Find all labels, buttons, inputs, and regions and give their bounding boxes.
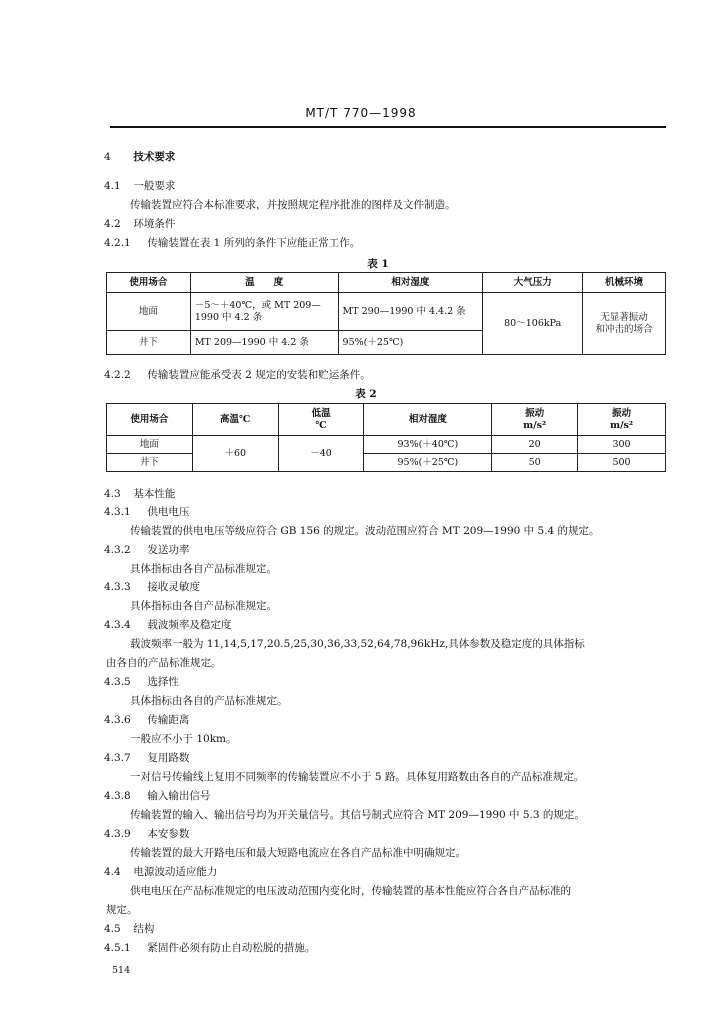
section-4-5 <box>104 922 154 936</box>
table-cell: 20 <box>492 436 578 454</box>
section-text: 传输装置在表 1 所列的条件下应能正常工作。 <box>147 237 361 249</box>
section-4-3-4 <box>104 618 231 632</box>
table-row <box>107 293 666 331</box>
section-number: 4.3.5 <box>104 676 131 688</box>
section-title: 供电电压 <box>147 506 190 518</box>
section-4-3-8 <box>104 789 210 803</box>
table-cell: 井下 <box>107 331 191 355</box>
table-cell <box>583 293 666 355</box>
header-rule <box>110 126 666 128</box>
table-header-cell: 使用场合 <box>107 273 191 293</box>
page-header: MT/T 770—1998 <box>305 106 417 120</box>
section-number: 4.5 <box>104 923 121 935</box>
section-title: 传输距离 <box>147 714 190 726</box>
table-cell: 井下 <box>107 454 193 472</box>
cell-line: 1990 中 4.2 条 <box>194 311 263 323</box>
section-4-3-6 <box>104 713 189 727</box>
table-header-cell: 相对湿度 <box>338 273 483 293</box>
table-header-cell <box>492 404 578 436</box>
section-number: 4.3.2 <box>104 544 131 556</box>
table-header-cell <box>578 404 666 436</box>
section-4-2-2 <box>104 368 371 382</box>
section-title: 环境条件 <box>133 218 176 230</box>
table-header-cell: 高温℃ <box>192 404 278 436</box>
table-1 <box>106 272 666 355</box>
table-cell: 93%(＋40℃) <box>364 436 492 454</box>
section-number: 4 <box>104 151 111 163</box>
section-4-2 <box>104 217 175 231</box>
table-row <box>107 273 666 293</box>
section-4-3-3-body: 具体指标由各自产品标准规定。 <box>130 600 277 612</box>
section-text: 传输装置应能承受表 2 规定的安装和贮运条件。 <box>147 369 371 381</box>
section-4-3-2 <box>104 543 189 557</box>
table-cell: 80～106kPa <box>483 293 583 355</box>
section-title: 载波频率及稳定度 <box>147 619 232 631</box>
section-number: 4.3.6 <box>104 714 131 726</box>
section-number: 4.2.2 <box>104 369 131 381</box>
section-number: 4.3 <box>104 488 121 500</box>
page-number: 514 <box>112 965 131 976</box>
section-number: 4.3.9 <box>104 828 131 840</box>
cell-line: －5～＋40℃，或 MT 209— <box>194 299 321 311</box>
section-4-4 <box>104 865 217 879</box>
section-number: 4.3.4 <box>104 619 131 631</box>
table-cell: 95%(＋25℃) <box>364 454 492 472</box>
cell-line: 低温 <box>311 407 331 419</box>
section-title: 发送功率 <box>147 544 190 556</box>
section-title: 一般要求 <box>133 180 176 192</box>
section-4-1 <box>104 179 175 193</box>
cell-line: 无显著振动 <box>600 311 648 323</box>
section-title: 选择性 <box>147 676 179 688</box>
table-cell: －40 <box>278 436 364 472</box>
table-cell: 50 <box>492 454 578 472</box>
section-number: 4.5.1 <box>104 942 131 954</box>
section-4-3-4-body-cont: 由各自的产品标准规定。 <box>106 657 222 669</box>
section-4-3-6-body: 一般应不小于 10km。 <box>130 733 237 745</box>
section-title: 技术要求 <box>133 151 176 163</box>
section-title: 复用路数 <box>147 752 190 764</box>
section-title: 电源波动适应能力 <box>133 866 218 878</box>
cell-line: m/s² <box>523 419 547 431</box>
section-4-1-body: 传输装置应符合本标准要求，并按照规定程序批准的图样及文件制造。 <box>130 199 456 211</box>
table-row <box>107 404 666 436</box>
cell-line: 和冲击的场合 <box>595 323 653 335</box>
table-2-caption: 表 2 <box>355 388 377 400</box>
section-4-2-1 <box>104 236 360 250</box>
section-4-3-7-body: 一对信号传输线上复用不同频率的传输装置应不小于 5 路。具体复用路数由各自的产品标准规定。 <box>130 771 585 783</box>
section-4-3-9 <box>104 827 189 841</box>
section-4-3-7 <box>104 751 189 765</box>
section-4-3-5-body: 具体指标由各自的产品标准规定。 <box>130 695 288 707</box>
section-title: 基本性能 <box>133 488 176 500</box>
section-4-3-5 <box>104 675 179 689</box>
section-number: 4.2.1 <box>104 237 131 249</box>
section-4-3-4-body: 载波频率一般为 11,14,5,17,20.5,25,30,36,33,52,64,78,96kHz,具体参数及稳定度的具体指标 <box>130 638 585 650</box>
table-cell: 地面 <box>107 293 191 331</box>
table-cell: 地面 <box>107 436 193 454</box>
table-row <box>107 454 666 472</box>
table-cell: ＋60 <box>192 436 278 472</box>
table-header-cell <box>278 404 364 436</box>
section-text: 紧固件必须有防止自动松脱的措施。 <box>147 942 316 954</box>
section-number: 4.3.3 <box>104 581 131 593</box>
section-title: 本安参数 <box>147 828 190 840</box>
section-number: 4.3.7 <box>104 752 131 764</box>
section-4-4-body-cont: 规定。 <box>106 904 138 916</box>
cell-line: 振动 <box>525 407 545 419</box>
section-title: 结构 <box>133 923 155 935</box>
section-title: 输入输出信号 <box>147 790 211 802</box>
section-number: 4.3.8 <box>104 790 131 802</box>
section-number: 4.4 <box>104 866 121 878</box>
section-4-3-3 <box>104 580 200 594</box>
table-cell: MT 290—1990 中 4.4.2 条 <box>338 293 483 331</box>
section-number: 4.2 <box>104 218 121 230</box>
table-1-caption: 表 1 <box>367 258 389 270</box>
table-header-cell: 机械环境 <box>583 273 666 293</box>
table-row <box>107 436 666 454</box>
cell-line: ℃ <box>315 419 327 431</box>
table-cell: 95%(＋25℃) <box>338 331 483 355</box>
section-number: 4.1 <box>104 180 121 192</box>
table-header-cell: 使用场合 <box>107 404 193 436</box>
section-4-3-2-body: 具体指标由各自产品标准规定。 <box>130 563 277 575</box>
table-header-cell: 温 度 <box>190 273 338 293</box>
section-4-3-1 <box>104 505 189 519</box>
section-4-3-8-body: 传输装置的输入、输出信号均为开关量信号。其信号制式应符合 MT 209—1990 中 5.3 的规定。 <box>130 809 585 821</box>
section-4-3-9-body: 传输装置的最大开路电压和最大短路电流应在各自产品标准中明确规定。 <box>130 847 466 859</box>
section-4 <box>104 150 175 164</box>
table-header-cell: 相对湿度 <box>364 404 492 436</box>
section-title: 接收灵敏度 <box>147 581 200 593</box>
cell-line: m/s² <box>610 419 634 431</box>
table-header-cell: 大气压力 <box>483 273 583 293</box>
section-number: 4.3.1 <box>104 506 131 518</box>
table-cell: MT 209—1990 中 4.2 条 <box>190 331 338 355</box>
section-4-3 <box>104 487 175 501</box>
table-cell <box>190 293 338 331</box>
section-4-3-1-body: 传输装置的供电电压等级应符合 GB 156 的规定。波动范围应符合 MT 209—1990 中 5.4 的规定。 <box>130 525 600 537</box>
table-cell: 500 <box>578 454 666 472</box>
table-2 <box>106 403 666 472</box>
table-cell: 300 <box>578 436 666 454</box>
cell-line: 振动 <box>612 407 632 419</box>
section-4-4-body: 供电电压在产品标准规定的电压波动范围内变化时，传输装置的基本性能应符合各自产品标准的 <box>130 885 571 897</box>
section-4-5-1 <box>104 941 315 955</box>
